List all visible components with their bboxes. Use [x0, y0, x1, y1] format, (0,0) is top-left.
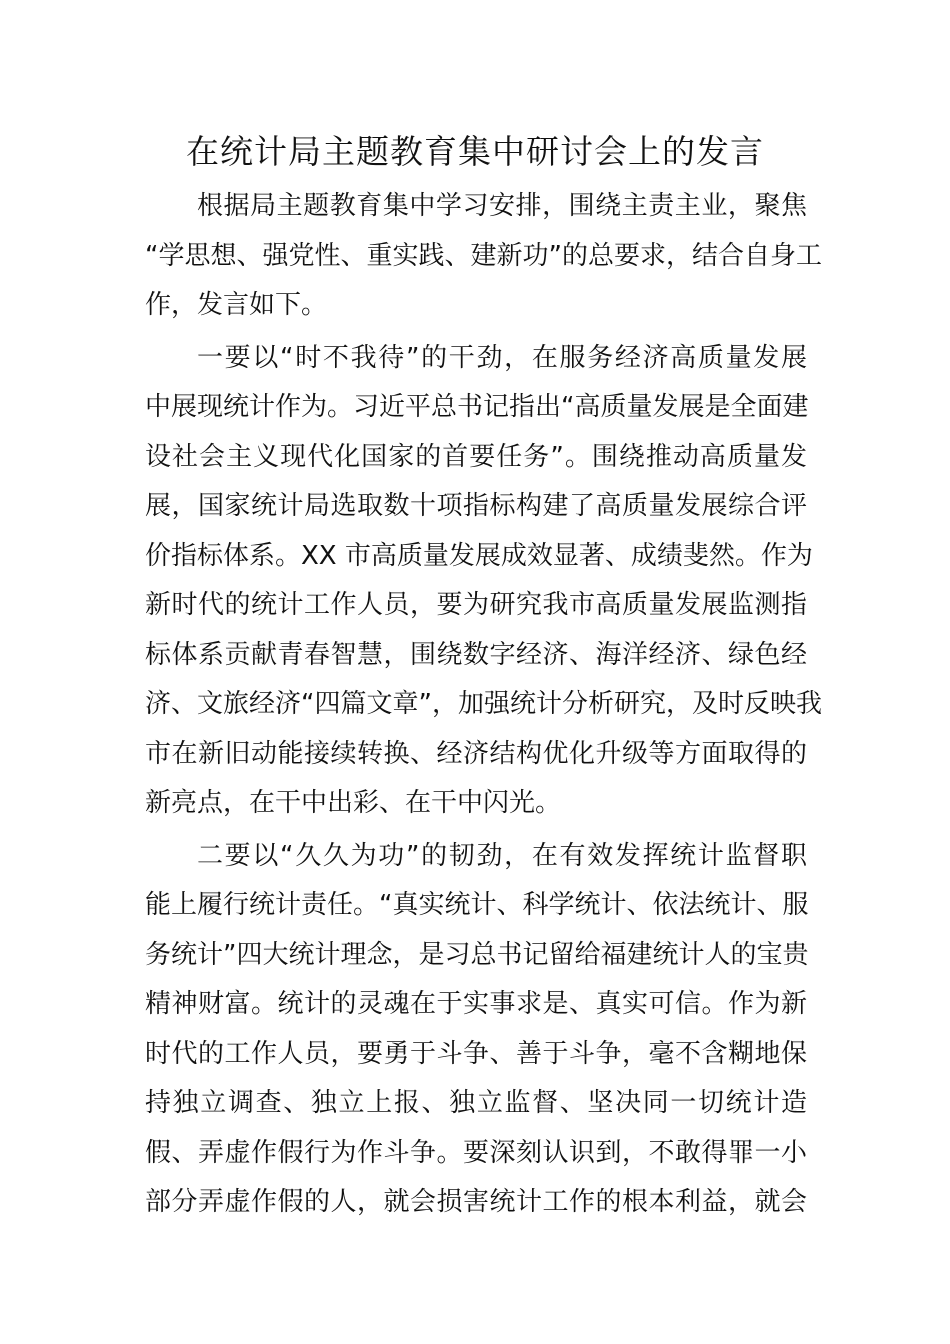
- text-line: 持独立调查、独立上报、独立监督、坚决同一切统计造: [145, 1088, 807, 1118]
- text-line: 精神财富。统计的灵魂在于实事求是、真实可信。作为新: [145, 989, 807, 1019]
- paragraph-point-two: [145, 832, 807, 1228]
- text-line: 能上履行统计责任。“真实统计、科学统计、依法统计、服: [145, 890, 809, 920]
- text-line: 根据局主题教育集中学习安排，围绕主责主业，聚焦: [197, 191, 807, 221]
- text-line: 新亮点，在干中出彩、在干中闪光。: [145, 788, 562, 818]
- text-line: 设社会主义现代化国家的首要任务”。围绕推动高质量发: [145, 441, 807, 472]
- text-line: 济、文旅经济“四篇文章”，加强统计分析研究，及时反映我: [145, 689, 822, 719]
- text-line: 一要以“时不我待”的干劲，在服务经济高质量发展: [197, 342, 807, 373]
- text-line: 假、弄虚作假行为作斗争。要深刻认识到，不敢得罪一小: [145, 1137, 807, 1168]
- text-line: “学思想、强党性、重实践、建新功”的总要求，结合自身工: [145, 240, 822, 271]
- text-line: 务统计”四大统计理念，是习总书记留给福建统计人的宝贵: [145, 939, 809, 970]
- text-line: 展，国家统计局选取数十项指标构建了高质量发展综合评: [145, 491, 807, 521]
- document-title: 在统计局主题教育集中研讨会上的发言: [186, 132, 764, 171]
- text-line: 市在新旧动能接续转换、经济结构优化升级等方面取得的: [145, 738, 807, 769]
- paragraph-point-one: [145, 334, 822, 829]
- text-line: 价指标体系。XX 市高质量发展成效显著、成绩斐然。作为: [145, 540, 813, 571]
- text-line: 标体系贡献青春智慧，围绕数字经济、海洋经济、绿色经: [145, 639, 807, 670]
- text-line: 二要以“久久为功”的韧劲，在有效发挥统计监督职: [197, 840, 807, 871]
- document-body: [145, 182, 822, 1228]
- text-line: 新时代的统计工作人员，要为研究我市高质量发展监测指: [145, 590, 807, 620]
- text-line: 时代的工作人员，要勇于斗争、善于斗争，毫不含糊地保: [145, 1038, 807, 1069]
- text-line: 中展现统计作为。习近平总书记指出“高质量发展是全面建: [145, 392, 809, 422]
- text-line: 部分弄虚作假的人，就会损害统计工作的根本利益，就会: [145, 1187, 807, 1217]
- text-line: 作，发言如下。: [145, 290, 328, 320]
- paragraph-intro: [145, 182, 822, 331]
